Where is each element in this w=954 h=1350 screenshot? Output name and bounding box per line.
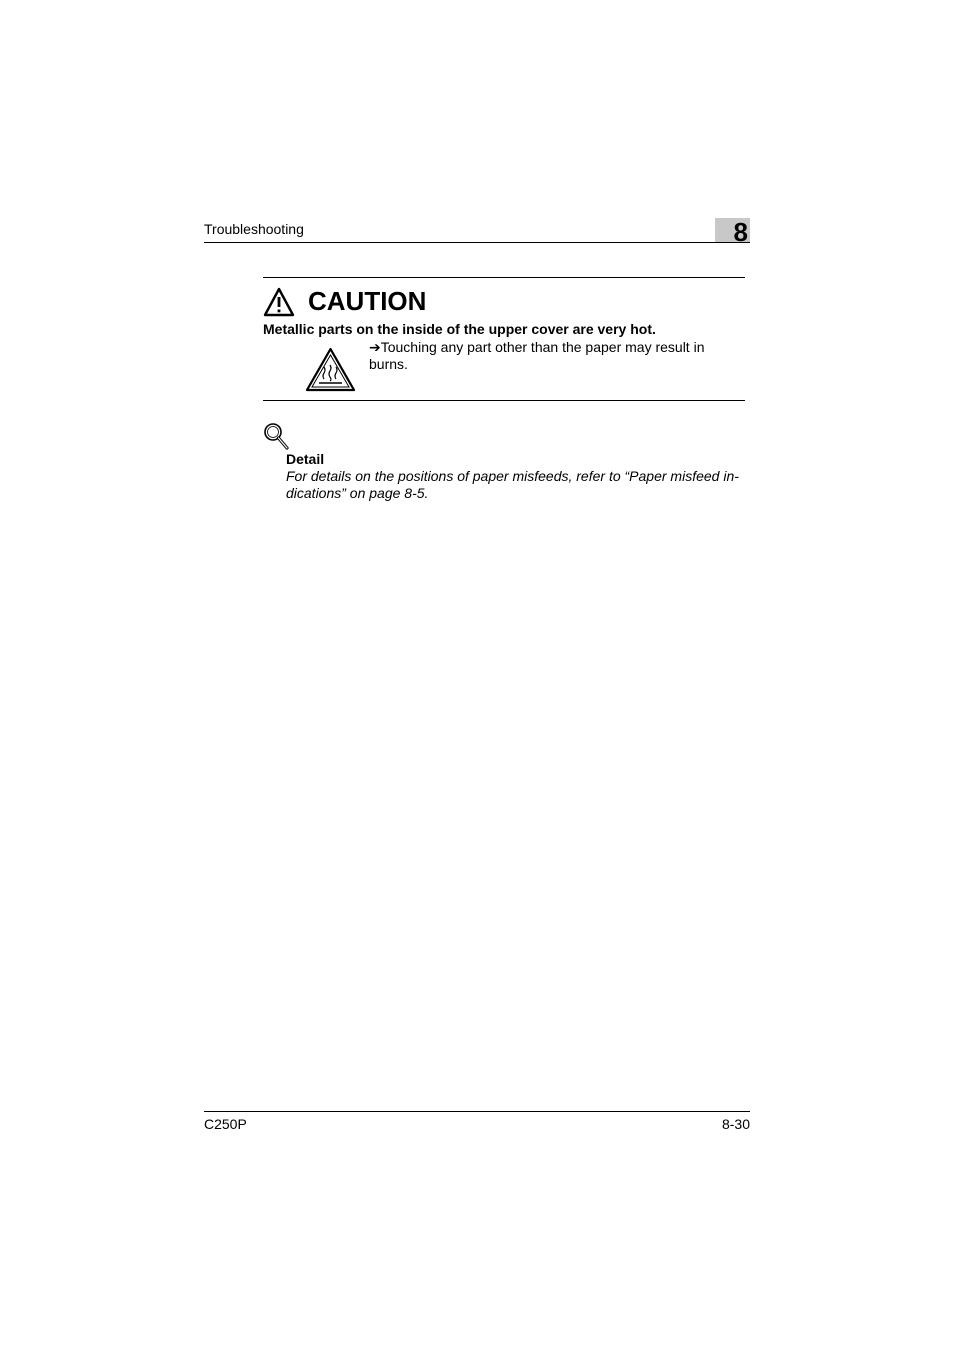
caution-action-text: ➔Touching any part other than the paper may result in burns. <box>369 339 705 372</box>
section-title: Troubleshooting <box>204 221 304 237</box>
model-name: C250P <box>204 1116 247 1132</box>
page-header <box>204 216 750 247</box>
hot-surface-icon <box>305 347 356 392</box>
chapter-number: 8 <box>733 217 748 247</box>
page-number: 8-30 <box>721 1116 750 1132</box>
magnifier-icon <box>263 422 289 450</box>
detail-label: Detail <box>286 451 325 467</box>
caution-message: Metallic parts on the inside of the upper cover are very hot. <box>263 321 656 337</box>
detail-text: For details on the positions of paper misfeeds, refer to “Paper misfeed in-dications” on page 8-5. <box>286 468 739 501</box>
caution-title: CAUTION <box>308 286 427 316</box>
caution-box <box>263 277 745 401</box>
warning-triangle-icon <box>263 287 295 317</box>
page-footer <box>204 1111 750 1134</box>
chapter-tab <box>715 217 750 247</box>
